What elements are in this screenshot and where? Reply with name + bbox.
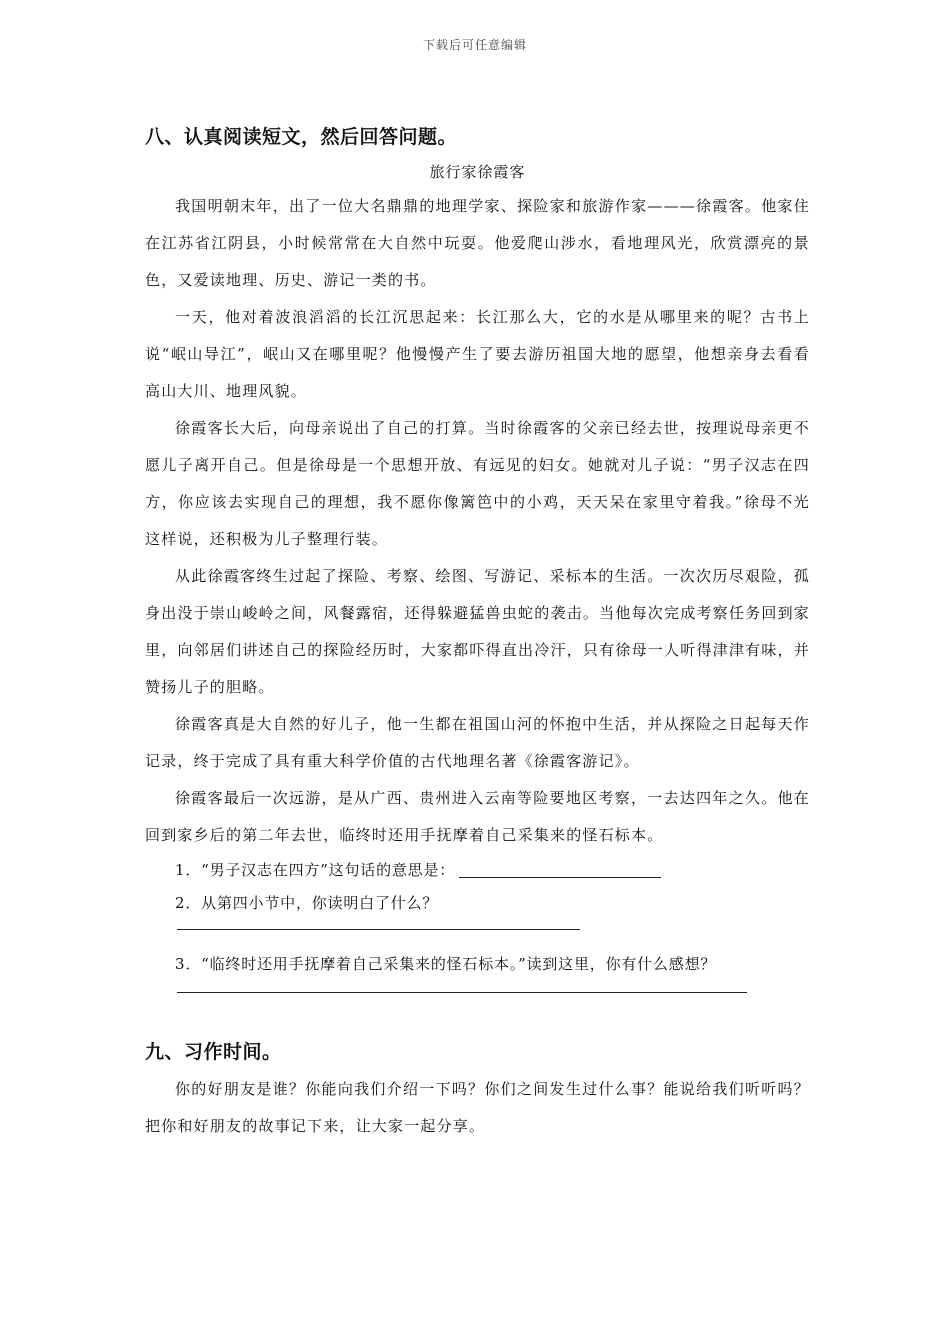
- question-2: 2．从第四小节中，你读明白了什么？: [175, 894, 439, 912]
- question-3: 3．“临终时还用手抚摩着自己采集来的怪石标本。”读到这里，你有什么感想？: [175, 955, 717, 973]
- article-paragraph-5: 徐霞客真是大自然的好儿子，他一生都在祖国山河的怀抱中生活，并从探险之日起每天作记录，终于完成了具有重大科学价值的古代地理名著《徐霞客游记》。: [145, 715, 810, 770]
- article-paragraph-6: 徐霞客最后一次远游，是从广西、贵州进入云南等险要地区考察，一去达四年之久。他在回到家乡后的第二年去世，临终时还用手抚摩着自己采集来的怪石标本。: [145, 789, 810, 844]
- section-8-title: 八、认真阅读短文，然后回答问题。: [145, 126, 458, 148]
- question-1: [145, 854, 810, 887]
- article-title: 旅行家徐霞客: [429, 163, 526, 181]
- question-1-text: 1．“男子汉志在四方”这句话的意思是：: [175, 861, 456, 879]
- article-paragraph-1: 我国明朝末年，出了一位大名鼎鼎的地理学家、探险家和旅游作家———徐霞客。他家住在江苏省江阴县，小时候常常在大自然中玩耍。他爱爬山涉水，看地理风光，欣赏漂亮的景色，又爱读地理、历史、游记一类的书。: [145, 197, 810, 289]
- article-paragraph-3: 徐霞客长大后，向母亲说出了自己的打算。当时徐霞客的父亲已经去世，按理说母亲更不愿儿子离开自己。但是徐母是一个思想开放、有远见的妇女。她就对儿子说：“男子汉志在四方，你应该去实现自己的理想，我不愿你像篱笆中的小鸡，天天呆在家里守着我。”徐母不光这样说，还积极为儿子整理行装。: [145, 419, 810, 548]
- writing-prompt: 你的好朋友是谁？你能向我们介绍一下吗？你们之间发生过什么事？能说给我们听听吗？把你和好朋友的故事记下来，让大家一起分享。: [145, 1080, 810, 1135]
- question-2-answer-line[interactable]: [177, 928, 580, 930]
- question-3-answer-line[interactable]: [177, 991, 747, 993]
- article-paragraph-2: 一天，他对着波浪滔滔的长江沉思起来：长江那么大，它的水是从哪里来的呢？古书上说“岷山导江”，岷山又在哪里呢？他慢慢产生了要去游历祖国大地的愿望，他想亲身去看看高山大川、地理风貌。: [145, 308, 810, 400]
- page-header-note: 下载后可任意编辑: [422, 38, 527, 52]
- question-1-answer-blank[interactable]: [459, 857, 661, 878]
- article-paragraph-4: 从此徐霞客终生过起了探险、考察、绘图、写游记、采标本的生活。一次次历尽艰险，孤身出没于崇山峻岭之间，风餐露宿，还得躲避猛兽虫蛇的袭击。当他每次完成考察任务回到家里，向邻居们讲述自己的探险经历时，大家都吓得直出冷汗，只有徐母一人听得津津有味，并赞扬儿子的胆略。: [145, 567, 810, 696]
- section-9-title: 九、习作时间。: [145, 1041, 282, 1063]
- document-body: [145, 118, 810, 1145]
